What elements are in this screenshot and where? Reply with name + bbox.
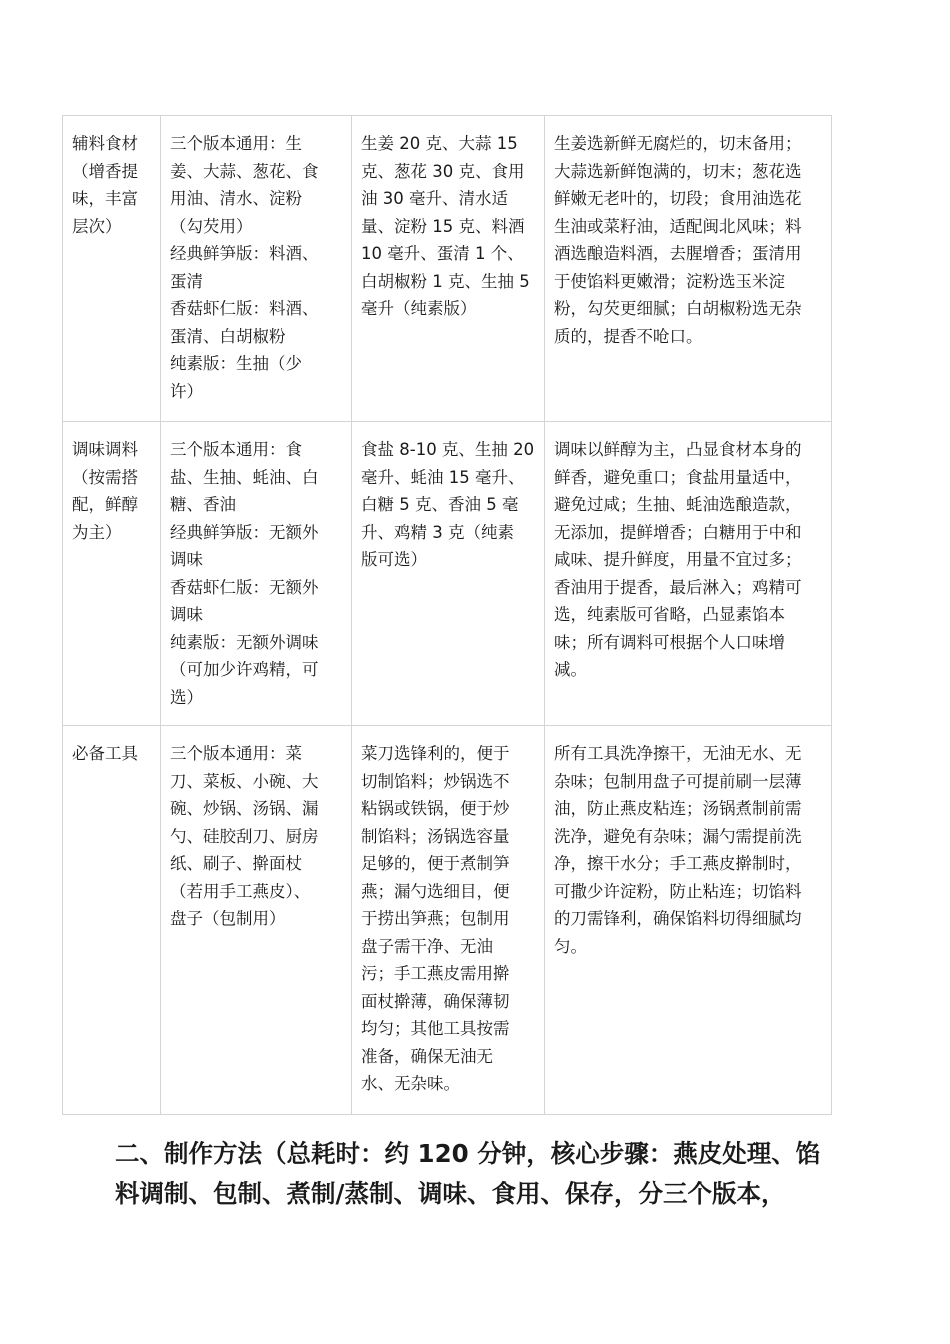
cell-text-line: （可加少许鸡精，可 <box>170 660 319 679</box>
amount-cell <box>352 422 545 726</box>
cell-text-line: 蛋清、白胡椒粉 <box>170 326 286 346</box>
cell-text-line: 面杖擀薄，确保薄韧 <box>361 991 510 1011</box>
cell-text-line: 所有工具洗净擦干，无油无水、无 <box>554 744 802 763</box>
cell-text-line: 鲜香，避免重口；食盐用量适中， <box>554 467 802 487</box>
category-cell <box>63 422 161 726</box>
cell-text-line: （勾芡用） <box>170 216 253 236</box>
cell-text-line: 纯素版：生抽（少 <box>170 354 302 373</box>
cell-text-line: 层次） <box>72 216 122 236</box>
cell-text-line: 无添加，提鲜增香；白糖用于中和 <box>554 522 802 542</box>
cell-text-line: 纯素版：无额外调味 <box>170 632 319 652</box>
cell-text-line: 菜刀选锋利的，便于 <box>361 744 510 763</box>
cell-text-line: 毫升（纯素版） <box>361 299 477 318</box>
cell-text-line: 经典鲜笋版：料酒、 <box>170 244 319 263</box>
cell-text-line: 净，擦干水分；手工燕皮擀制时， <box>554 854 802 873</box>
cell-text-line: 味；所有调料可根据个人口味增 <box>554 632 785 652</box>
cell-text-line: 糖、香油 <box>170 495 236 514</box>
cell-text-line: 三个版本通用：菜 <box>170 744 302 763</box>
cell-text-line: 调味 <box>170 550 203 569</box>
cell-text-line: 生油或菜籽油，适配闽北风味；料 <box>554 216 802 236</box>
table-body <box>63 116 832 1115</box>
notes-cell <box>545 422 832 726</box>
table-row <box>63 422 832 726</box>
cell-text-line: 调味以鲜醇为主，凸显食材本身的 <box>554 440 802 459</box>
category-cell <box>63 116 161 422</box>
cell-text-line: 纸、刷子、擀面杖 <box>170 854 302 873</box>
cell-text-line: 姜、大蒜、葱花、食 <box>170 161 319 181</box>
cell-text-line: 升、鸡精 3 克（纯素 <box>361 522 514 542</box>
section-heading-line-1: 二、制作方法（总耗时：约 120 分钟，核心步骤：燕皮处理、馅 <box>115 1139 821 1168</box>
cell-text-line: 经典鲜笋版：无额外 <box>170 522 319 542</box>
cell-text-line: 蛋清 <box>170 271 203 291</box>
cell-text-line: 配，鲜醇 <box>72 495 138 514</box>
cell-text-line: 克、葱花 30 克、食用 <box>361 161 525 181</box>
cell-text-line: 许） <box>170 381 203 401</box>
cell-text-line: 水、无杂味。 <box>361 1074 460 1093</box>
cell-text-line: （按需搭 <box>72 467 138 487</box>
cell-text-line: 调味 <box>170 605 203 624</box>
cell-text-line: 选，纯素版可省略，凸显素馅本 <box>554 605 785 624</box>
cell-text-line: 匀。 <box>554 936 587 956</box>
cell-text-line: 调味调料 <box>72 440 138 459</box>
cell-text-line: 版可选） <box>361 550 427 569</box>
cell-text-line: 制馅料；汤锅选容量 <box>361 826 510 846</box>
cell-text-line: 三个版本通用：生 <box>170 134 302 153</box>
cell-text-line: 刀、菜板、小碗、大 <box>170 771 319 791</box>
cell-text-line: 大蒜选新鲜饱满的，切末；葱花选 <box>554 161 802 181</box>
cell-text-line: 咸味、提升鲜度，用量不宜过多； <box>554 550 802 569</box>
cell-text-line: 碗、炒锅、汤锅、漏 <box>170 799 319 818</box>
cell-text-line: 燕；漏勺选细目，便 <box>361 881 510 901</box>
cell-text-line: 辅料食材 <box>72 134 138 153</box>
cell-text-line: 粉，勾芡更细腻；白胡椒粉选无杂 <box>554 299 802 318</box>
cell-text-line: 酒选酿造料酒，去腥增香；蛋清用 <box>554 244 802 263</box>
cell-text-line: 杂味；包制用盘子可提前刷一层薄 <box>554 771 802 791</box>
cell-text-line: 于捞出笋燕；包制用 <box>361 909 510 928</box>
cell-text-line: 味，丰富 <box>72 189 138 208</box>
section-heading <box>115 1134 845 1214</box>
cell-text-line: 三个版本通用：食 <box>170 440 302 459</box>
table-row <box>63 116 832 422</box>
cell-text-line: 鲜嫩无老叶的，切段；食用油选花 <box>554 189 802 208</box>
cell-text-line: 盘子需干净、无油 <box>361 936 493 956</box>
cell-text-line: 盘子（包制用） <box>170 909 286 928</box>
cell-text-line: 香油用于提香，最后淋入；鸡精可 <box>554 577 802 597</box>
cell-text-line: 切制馅料；炒锅选不 <box>361 771 510 791</box>
cell-text-line: 于使馅料更嫩滑；淀粉选玉米淀 <box>554 271 785 291</box>
cell-text-line: 均匀；其他工具按需 <box>361 1019 510 1038</box>
cell-text-line: 减。 <box>554 660 587 679</box>
versions-cell <box>161 116 352 422</box>
cell-text-line: （增香提 <box>72 161 138 181</box>
cell-text-line: 洗净，避免有杂味；漏勺需提前洗 <box>554 826 802 846</box>
cell-text-line: 盐、生抽、蚝油、白 <box>170 467 319 487</box>
cell-text-line: 用油、清水、淀粉 <box>170 189 302 208</box>
cell-text-line: 毫升、蚝油 15 毫升、 <box>361 467 525 487</box>
cell-text-line: 避免过咸；生抽、蚝油选酿造款， <box>554 495 802 514</box>
cell-text-line: 为主） <box>72 522 122 542</box>
cell-text-line: 质的，提香不呛口。 <box>554 326 703 346</box>
cell-text-line: （若用手工燕皮）、 <box>170 881 311 901</box>
cell-text-line: 粘锅或铁锅，便于炒 <box>361 799 510 818</box>
amount-cell <box>352 726 545 1115</box>
notes-cell <box>545 116 832 422</box>
section-heading-line-2: 料调制、包制、煮制/蒸制、调味、食用、保存，分三个版本， <box>115 1179 786 1208</box>
cell-text-line: 食盐 8-10 克、生抽 20 <box>361 440 535 459</box>
cell-text-line: 油 30 毫升、清水适 <box>361 189 508 208</box>
cell-text-line: 白糖 5 克、香油 5 毫 <box>361 495 519 514</box>
cell-text-line: 足够的，便于煮制笋 <box>361 854 510 873</box>
cell-text-line: 勺、硅胶刮刀、厨房 <box>170 826 319 846</box>
cell-text-line: 10 毫升、蛋清 1 个、 <box>361 244 524 263</box>
cell-text-line: 生姜 20 克、大蒜 15 <box>361 134 518 153</box>
notes-cell <box>545 726 832 1115</box>
cell-text-line: 准备，确保无油无 <box>361 1046 493 1066</box>
cell-text-line: 生姜选新鲜无腐烂的，切末备用； <box>554 134 802 153</box>
table-row <box>63 726 832 1115</box>
cell-text-line: 油，防止燕皮粘连；汤锅煮制前需 <box>554 799 802 818</box>
cell-text-line: 香菇虾仁版：无额外 <box>170 577 319 597</box>
cell-text-line: 的刀需锋利，确保馅料切得细腻均 <box>554 909 802 928</box>
cell-text-line: 选） <box>170 687 203 707</box>
versions-cell <box>161 422 352 726</box>
cell-text-line: 香菇虾仁版：料酒、 <box>170 299 319 318</box>
ingredient-table <box>62 115 832 1115</box>
category-cell <box>63 726 161 1115</box>
cell-text-line: 可撒少许淀粉，防止粘连；切馅料 <box>554 881 802 901</box>
cell-text-line: 污；手工燕皮需用擀 <box>361 964 510 983</box>
versions-cell <box>161 726 352 1115</box>
cell-text-line: 必备工具 <box>72 744 138 763</box>
amount-cell <box>352 116 545 422</box>
cell-text-line: 白胡椒粉 1 克、生抽 5 <box>361 271 530 291</box>
cell-text-line: 量、淀粉 15 克、料酒 <box>361 216 525 236</box>
